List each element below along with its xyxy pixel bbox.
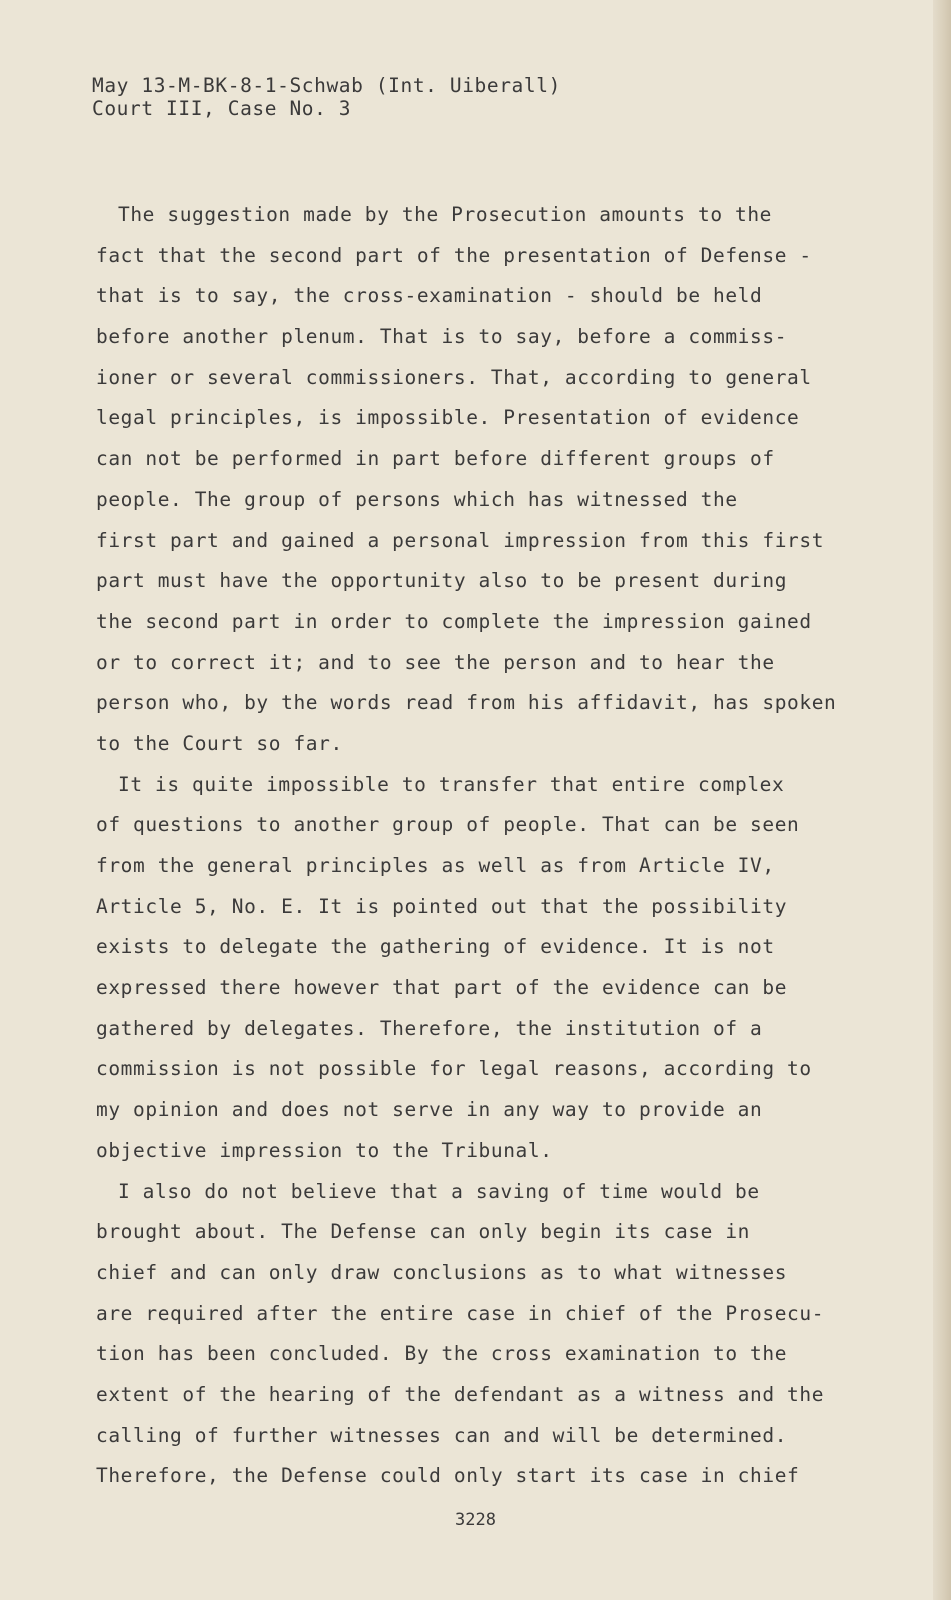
body-line: before another plenum. That is to say, before a commiss- — [96, 325, 788, 349]
body-line: my opinion and does not serve in any way to provide an — [96, 1098, 763, 1122]
body-line: first part and gained a personal impression from this first — [96, 528, 825, 552]
body-line: It is quite impossible to transfer that entire complex — [118, 772, 785, 796]
body-line: expressed there however that part of the evidence can be — [96, 976, 788, 1000]
body-line: brought about. The Defense can only begin its case in — [96, 1220, 751, 1244]
body-line: I also do not believe that a saving of time would be — [118, 1179, 760, 1203]
body-line: or to correct it; and to see the person and to hear the — [96, 650, 775, 674]
body-line: extent of the hearing of the defendant as a witness and the — [96, 1382, 825, 1406]
document-body — [96, 195, 926, 1497]
body-line: exists to delegate the gathering of evidence. It is not — [96, 935, 775, 959]
body-line: fact that the second part of the presentation of Defense - — [96, 243, 812, 267]
body-line: chief and can only draw conclusions as to what witnesses — [96, 1260, 788, 1284]
body-line: are required after the entire case in chief of the Prosecu- — [96, 1301, 825, 1325]
document-header — [92, 74, 561, 120]
body-line: Article 5, No. E. It is pointed out that the possibility — [96, 894, 788, 918]
body-line: the second part in order to complete the impression gained — [96, 609, 812, 633]
body-line: to the Court so far. — [96, 731, 343, 755]
body-line: tion has been concluded. By the cross examination to the — [96, 1342, 788, 1366]
header-court-case: Court III, Case No. 3 — [92, 97, 352, 120]
body-line: gathered by delegates. Therefore, the institution of a — [96, 1016, 763, 1040]
header-reference: May 13-M-BK-8-1-Schwab (Int. Uiberall) — [92, 74, 561, 97]
body-line: from the general principles as well as from Article IV, — [96, 854, 775, 877]
body-line: that is to say, the cross-examination - should be held — [96, 284, 763, 308]
body-line: commission is not possible for legal reasons, according to — [96, 1057, 812, 1081]
body-line: part must have the opportunity also to be present during — [96, 569, 788, 593]
paper-edge — [933, 0, 951, 1600]
body-line: Therefore, the Defense could only start its case in chief — [96, 1464, 800, 1488]
body-line: can not be performed in part before different groups of — [96, 447, 775, 471]
body-line: ioner or several commissioners. That, according to general — [96, 365, 812, 389]
body-line: legal principles, is impossible. Presentation of evidence — [96, 406, 800, 430]
body-line: of questions to another group of people. That can be seen — [96, 813, 800, 837]
body-line: calling of further witnesses can and will be determined. — [96, 1423, 788, 1447]
body-line: objective impression to the Tribunal. — [96, 1138, 553, 1162]
body-line: people. The group of persons which has witnessed the — [96, 487, 738, 511]
body-line: person who, by the words read from his affidavit, has spoken — [96, 691, 837, 715]
body-line: The suggestion made by the Prosecution amounts to the — [118, 203, 773, 226]
page-number: 3228 — [455, 1510, 496, 1530]
